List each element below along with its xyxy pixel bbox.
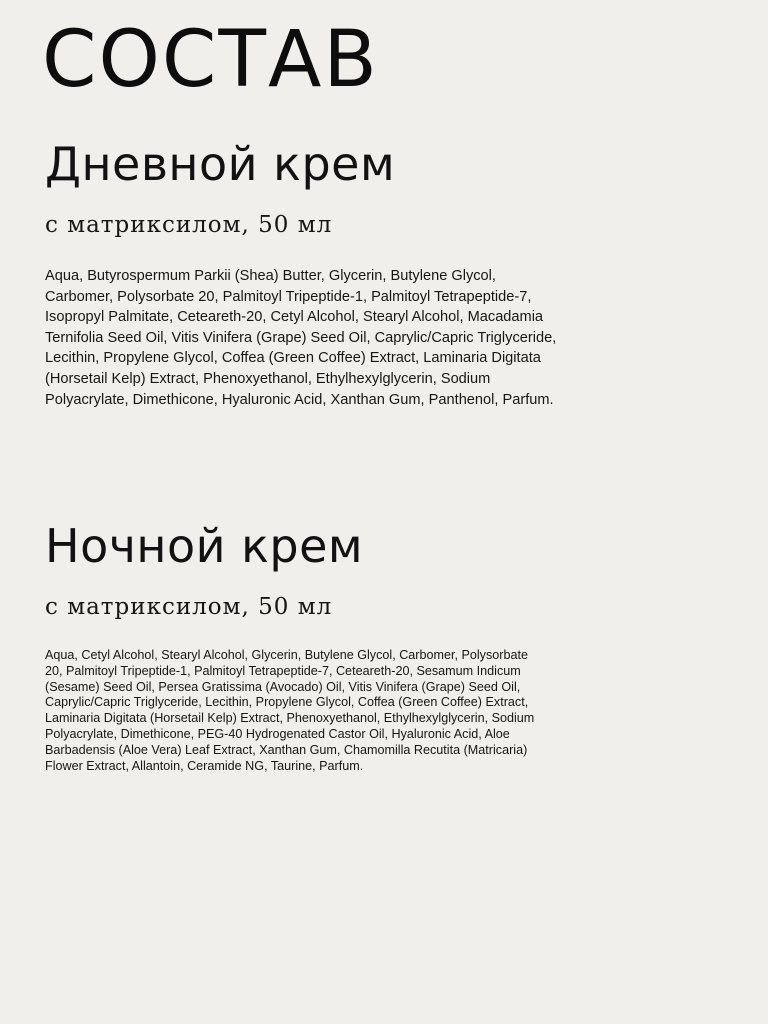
page-title: СОСТАВ [42, 15, 379, 105]
night-cream-title: Ночной крем [45, 519, 364, 573]
night-cream-ingredients: Aqua, Cetyl Alcohol, Stearyl Alcohol, Glycerin, Butylene Glycol, Carbomer, Polysorbate 20, Palmitoyl Tripeptide-1, Palmitoyl Tetrapeptide-7, Ceteareth-20, Sesamum Indicum (Sesame) Seed Oil, Persea Gratissima (Avocado) Oil, Vitis Vinifera (Grape) Seed Oil, Caprylic/Capric Triglyceride, Lecithin, Propylene Glycol, Coffea (Green Coffee) Extract, Laminaria Digitata (Horsetail Kelp) Extract, Phenoxyethanol, Ethylhexylglycerin, Sodium Polyacrylate, Dimethicone, PEG-40 Hydrogenated Castor Oil, Hyaluronic Acid, Aloe Barbadensis (Aloe Vera) Leaf Extract, Xanthan Gum, Chamomilla Recutita (Matricaria) Flower Extract, Allantoin, Ceramide NG, Taurine, Parfum. [45, 648, 535, 773]
day-cream-subtitle: с матриксилом, 50 мл [45, 212, 333, 238]
night-cream-subtitle: с матриксилом, 50 мл [45, 594, 333, 620]
day-cream-title: Дневной крем [45, 137, 396, 191]
day-cream-ingredients: Aqua, Butyrospermum Parkii (Shea) Butter, Glycerin, Butylene Glycol, Carbomer, Polysorbate 20, Palmitoyl Tripeptide-1, Palmitoyl Tetrapeptide-7, Isopropyl Palmitate, Ceteareth-20, Cetyl Alcohol, Stearyl Alcohol, Macadamia Ternifolia Seed Oil, Vitis Vinifera (Grape) Seed Oil, Caprylic/Capric Triglyceride, Lecithin, Propylene Glycol, Coffea (Green Coffee) Extract, Laminaria Digitata (Horsetail Kelp) Extract, Phenoxyethanol, Ethylhexylglycerin, Sodium Polyacrylate, Dimethicone, Hyaluronic Acid, Xanthan Gum, Panthenol, Parfum. [45, 268, 557, 408]
